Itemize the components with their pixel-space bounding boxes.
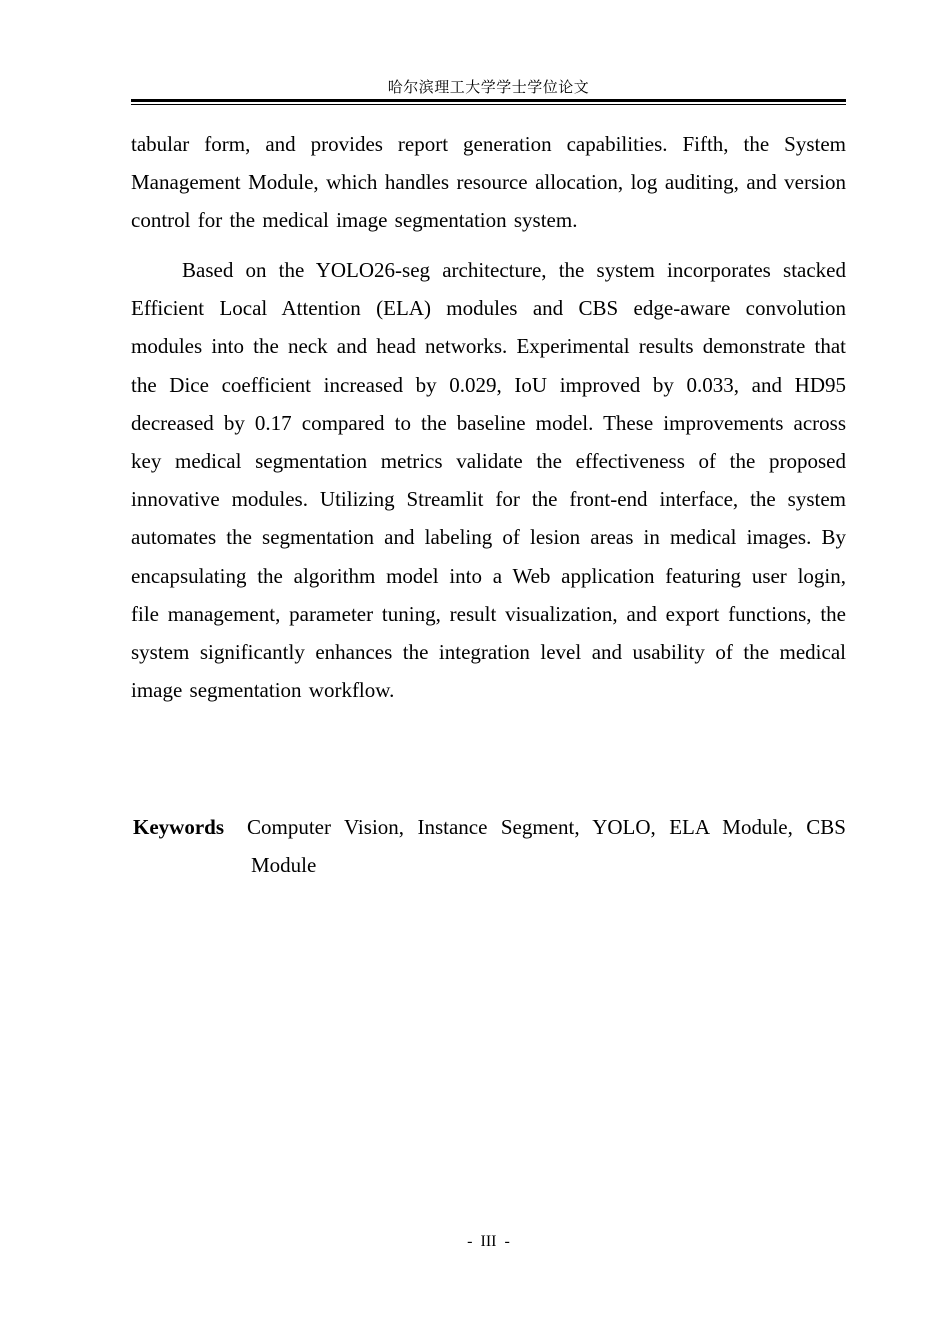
keywords-label: Keywords [133,815,224,839]
body-paragraph: Based on the YOLO26-seg architecture, the system incorporates stacked Efficient Local Attention (ELA) modules and CBS edge-aware convolution modules into the neck and head networks. Experimental results demonstrate that the Dice coefficient increased by 0.029, IoU improved by 0.033, and HD95 decreased by 0.17 compared to the baseline model. These improvements across key medical segmentation metrics validate the effectiveness of the proposed innovative modules. Utilizing Streamlit for the front-end interface, the system automates the segmentation and labeling of lesion areas in medical images. By encapsulating the algorithm model into a Web application featuring user login, file management, parameter tuning, result visualization, and export functions, the system significantly enhances the integration level and usability of the medical image segmentation workflow. [131,258,846,703]
keywords-section [131,808,846,884]
page-header-title: 哈尔滨理工大学学士学位论文 [387,80,590,96]
keywords-list: Computer Vision, Instance Segment, YOLO, ELA Module, CBS Module [247,815,846,878]
page-number: - III - [467,1233,510,1250]
body-paragraph: tabular form, and provides report generation capabilities. Fifth, the System Management Module, which handles resource allocation, log auditing, and version control for the medical image segmentation system. [131,132,846,233]
header-rule-thin [131,104,846,105]
header-rule-thick [131,99,846,102]
